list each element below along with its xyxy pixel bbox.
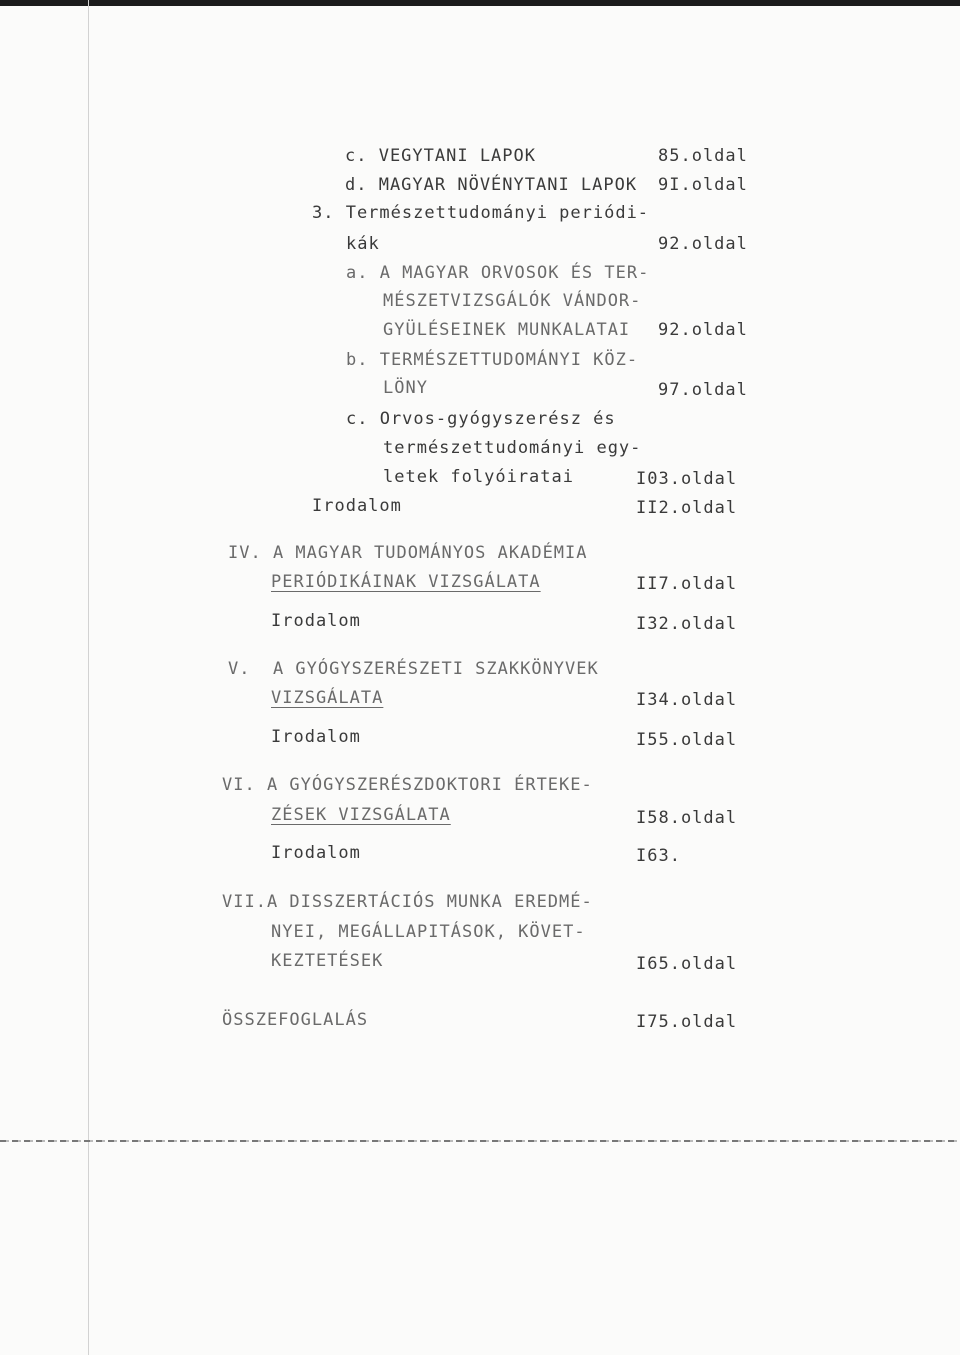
toc-entry: c. VEGYTANI LAPOK: [345, 146, 536, 166]
toc-entry: Irodalom: [312, 496, 402, 516]
toc-page: II2.oldal: [636, 498, 738, 518]
toc-page: I63.: [636, 846, 681, 866]
toc-entry: V. A GYÓGYSZERÉSZETI SZAKKÖNYVEK: [228, 659, 599, 679]
toc-entry: Irodalom: [271, 843, 361, 863]
toc-entry: letek folyóiratai: [383, 467, 574, 487]
toc-page: I34.oldal: [636, 690, 738, 710]
toc-entry: 3. Természettudományi periódi-: [312, 203, 650, 223]
toc-entry: MÉSZETVIZSGÁLÓK VÁNDOR-: [383, 291, 642, 311]
toc-page: 97.oldal: [658, 380, 748, 400]
toc-entry: NYEI, MEGÁLLAPITÁSOK, KÖVET-: [271, 922, 586, 942]
toc-entry: VI. A GYÓGYSZERÉSZDOKTORI ÉRTEKE-: [222, 775, 593, 795]
toc-entry: ZÉSEK VIZSGÁLATA: [271, 805, 451, 825]
scan-edge-left: [88, 0, 89, 1355]
toc-entry: VIZSGÁLATA: [271, 688, 384, 708]
toc-page: I32.oldal: [636, 614, 738, 634]
toc-entry: b. TERMÉSZETTUDOMÁNYI KÖZ-: [346, 350, 639, 370]
toc-entry: PERIÓDIKÁINAK VIZSGÁLATA: [271, 572, 541, 592]
toc-entry: c. Orvos-gyógyszerész és: [346, 409, 616, 429]
toc-entry: Irodalom: [271, 727, 361, 747]
toc-entry: d. MAGYAR NÖVÉNYTANI LAPOK: [345, 175, 638, 195]
toc-page: II7.oldal: [636, 574, 738, 594]
toc-entry: GYÜLÉSEINEK MUNKALATAI: [383, 320, 631, 340]
toc-page: I65.oldal: [636, 954, 738, 974]
toc-page: 92.oldal: [658, 234, 748, 254]
toc-page: I55.oldal: [636, 730, 738, 750]
toc-entry: a. A MAGYAR ORVOSOK ÉS TER-: [346, 263, 650, 283]
toc-page: I03.oldal: [636, 469, 738, 489]
toc-page: 9I.oldal: [658, 175, 748, 195]
toc-page: I58.oldal: [636, 808, 738, 828]
scan-edge-bottom: [0, 1140, 960, 1142]
toc-entry: kák: [346, 234, 380, 254]
toc-entry: VII.A DISSZERTÁCIÓS MUNKA EREDMÉ-: [222, 892, 593, 912]
toc-page: I75.oldal: [636, 1012, 738, 1032]
toc-entry: KEZTETÉSEK: [271, 951, 384, 971]
toc-entry: Irodalom: [271, 611, 361, 631]
toc-page: 92.oldal: [658, 320, 748, 340]
scan-edge-top: [0, 0, 960, 6]
toc-entry: IV. A MAGYAR TUDOMÁNYOS AKADÉMIA: [228, 543, 588, 563]
toc-entry: LÖNY: [383, 378, 428, 398]
toc-entry: természettudományi egy-: [383, 438, 642, 458]
toc-entry: ÖSSZEFOGLALÁS: [222, 1010, 369, 1030]
toc-page: 85.oldal: [658, 146, 748, 166]
